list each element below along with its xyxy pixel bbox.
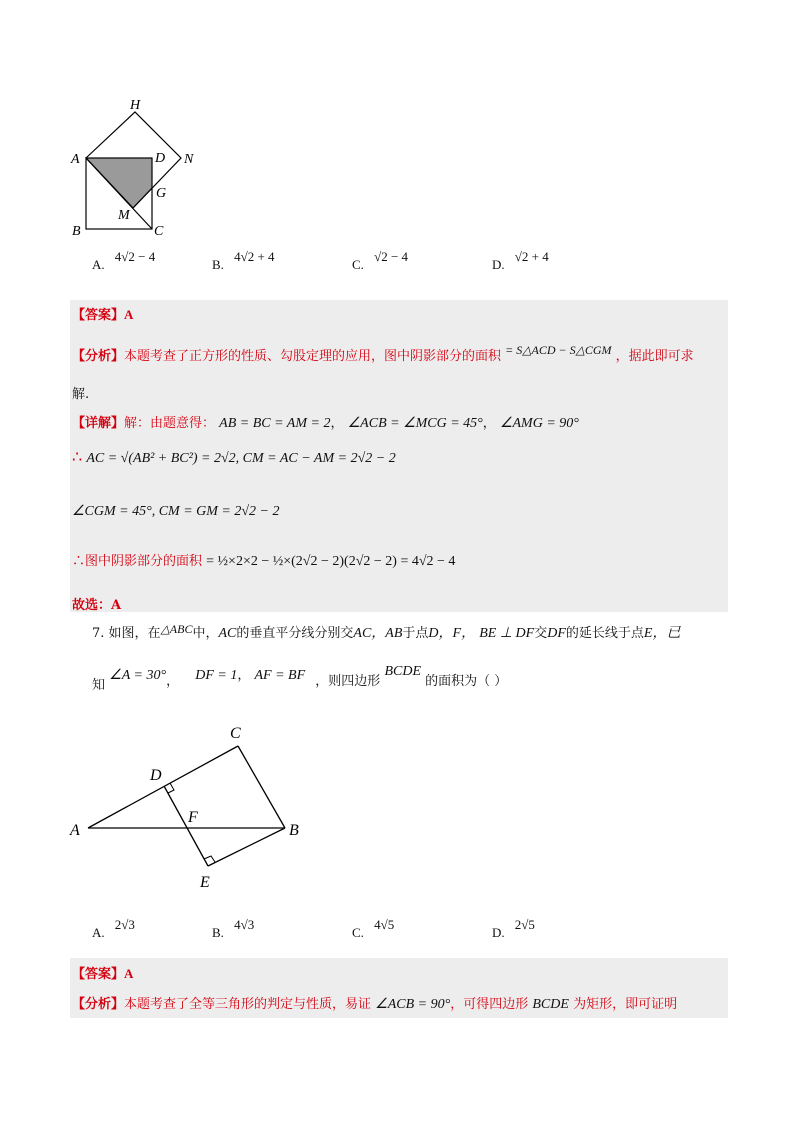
q6-option-c[interactable]: C. √2 − 4 xyxy=(352,249,409,272)
q6-answer-value: A xyxy=(124,307,134,322)
q6-ac-formula: AC = √(AB² + BC²) = 2√2, CM = AC − AM = 2√2 − 2 xyxy=(86,451,396,466)
q7-option-a-value: 2√3 xyxy=(114,917,135,932)
q7-label-c: C xyxy=(230,725,241,742)
q7-number: 7. xyxy=(92,626,105,641)
q6-detail-line: 【详解】解：由题意得： AB = BC = AM = 2， ∠ACB = ∠MCG = 45°， ∠AMG = 90° xyxy=(72,416,579,431)
q6-analysis-formula: = S△ACD − S△CGM xyxy=(505,343,612,357)
q7-option-d[interactable]: D. 2√5 xyxy=(492,917,535,940)
q6-analysis-end: ，据此即可求 xyxy=(615,349,694,364)
q7-line-eb xyxy=(208,828,285,866)
q7-analysis-tag: 【分析】 xyxy=(72,997,125,1012)
q6-figure xyxy=(60,90,220,250)
q7-option-a[interactable]: A. 2√3 xyxy=(92,917,135,940)
q6-therefore-1: ∴ xyxy=(72,447,83,466)
q6-shaded-region xyxy=(86,158,152,208)
q7-analysis-text: 本题考查了全等三角形的判定与性质，易证 xyxy=(124,997,372,1012)
q6-option-b-value: 4√2 + 4 xyxy=(234,249,275,264)
q7-line-ac xyxy=(88,746,238,828)
q7-analysis-angle: ∠ACB = 90° xyxy=(375,997,451,1012)
q7-cond-angle: ∠A = 30° xyxy=(109,668,167,683)
q7-triangle: △ABC xyxy=(160,622,193,636)
q6-area-line xyxy=(72,550,455,570)
q6-analysis-cont: 解. xyxy=(72,387,90,402)
q7-option-c[interactable]: C. 4√5 xyxy=(352,917,395,940)
q6-option-a[interactable]: A. 4√2 − 4 xyxy=(92,249,156,272)
q7-label-f: F xyxy=(188,809,198,826)
q6-ac-line xyxy=(72,447,396,467)
q6-label-a: A xyxy=(71,152,80,167)
q7-answer-tag: 【答案】 xyxy=(72,967,125,982)
q6-option-b[interactable]: B. 4√2 + 4 xyxy=(212,249,275,272)
q6-detail-tag: 【详解】 xyxy=(72,416,125,431)
q7-line-cb xyxy=(238,746,285,828)
q6-option-c-value: √2 − 4 xyxy=(374,249,409,264)
q7-label-b: B xyxy=(289,822,299,839)
q6-therefore-2: ∴图中阴影部分的面积 xyxy=(72,554,203,569)
q6-label-c: C xyxy=(154,224,164,239)
q6-detail-eq1: AB = BC = AM = 2 xyxy=(219,416,331,431)
q7-option-d-value: 2√5 xyxy=(514,917,535,932)
q7-answer-value: A xyxy=(124,966,134,981)
q6-choice: 故选：A xyxy=(72,598,122,613)
q7-question-line-2: 知 ∠A = 30°， DF = 1， AF = BF ，则四边形 BCDE 的面积为（ ） xyxy=(92,664,508,693)
q7-line-de xyxy=(164,786,208,866)
q7-analysis-bcde: BCDE xyxy=(532,997,569,1012)
q6-detail-eq2: ∠ACB = ∠MCG = 45° xyxy=(347,416,483,431)
q6-option-a-value: 4√2 − 4 xyxy=(114,249,156,264)
q7-bcde: BCDE xyxy=(384,664,421,679)
q6-cgm-formula: ∠CGM = 45°, CM = GM = 2√2 − 2 xyxy=(72,504,280,519)
q7-answer-line xyxy=(72,963,133,982)
q7-label-e: E xyxy=(200,874,210,891)
q6-analysis-tag: 【分析】 xyxy=(72,349,125,364)
q6-label-h: H xyxy=(130,98,141,113)
q7-question-line-1: 7. 如图，在△ABC中，AC的垂直平分线分别交AC，AB于点D，F， BE ⊥ DF交DF的延长线于点E，已 xyxy=(92,622,681,641)
q6-label-g: G xyxy=(156,186,167,201)
q6-label-m: M xyxy=(118,208,130,223)
q7-figure xyxy=(60,718,320,898)
q7-cond-df: DF = 1 xyxy=(195,668,238,683)
q6-detail-text: 解：由题意得： xyxy=(124,416,216,431)
q6-cgm-line xyxy=(72,503,280,520)
q6-option-d[interactable]: D. √2 + 4 xyxy=(492,249,549,272)
q7-cond-af: AF = BF xyxy=(254,668,306,683)
q6-option-d-value: √2 + 4 xyxy=(514,249,549,264)
q7-option-b[interactable]: B. 4√3 xyxy=(212,917,255,940)
q6-label-n: N xyxy=(184,152,194,167)
q7-label-a: A xyxy=(70,822,80,839)
q6-label-b: B xyxy=(72,224,81,239)
q6-analysis-text: 本题考查了正方形的性质、勾股定理的应用，图中阴影部分的面积 xyxy=(124,349,502,364)
q6-label-d: D xyxy=(155,151,166,166)
q7-analysis-line: 【分析】本题考查了全等三角形的判定与性质，易证 ∠ACB = 90°，可得四边形 BCDE 为矩形，即可证明 xyxy=(72,997,678,1012)
q7-option-c-value: 4√5 xyxy=(374,917,395,932)
q6-choice-line xyxy=(72,594,121,613)
q7-option-b-value: 4√3 xyxy=(234,917,255,932)
q6-area-formula: = ½×2×2 − ½×(2√2 − 2)(2√2 − 2) = 4√2 − 4 xyxy=(206,554,456,569)
q6-answer-tag: 【答案】 xyxy=(72,308,125,323)
q6-analysis-line xyxy=(72,345,694,364)
q6-detail-eq3: ∠AMG = 90° xyxy=(499,416,579,431)
q6-answer-line xyxy=(72,304,133,323)
q7-label-d: D xyxy=(150,767,162,784)
